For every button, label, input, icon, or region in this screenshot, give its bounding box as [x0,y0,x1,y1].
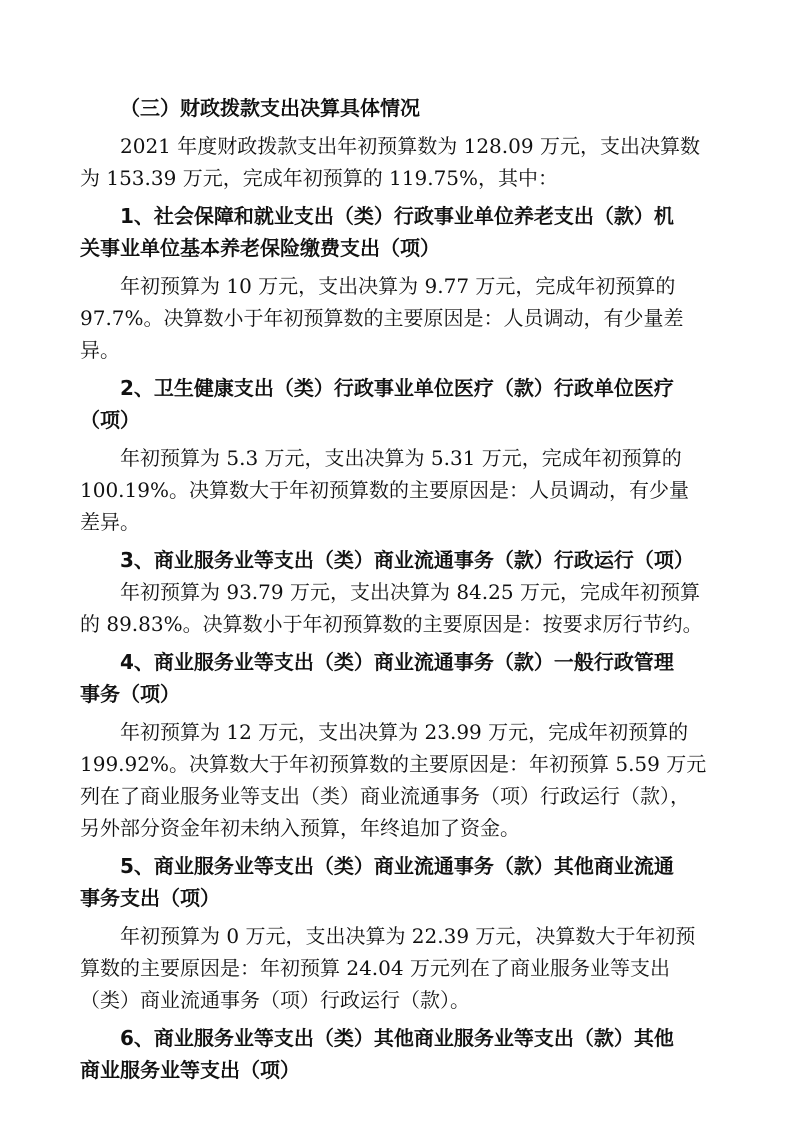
item-4-body-line-3: 列在了商业服务业等支出（类）商业流通事务（项）行政运行（款）， [80,784,690,808]
item-4-body-line-1: 年初预算为 12 万元，支出决算为 23.99 万元，完成年初预算的 [120,720,689,744]
item-6-heading-line-1: 6、商业服务业等支出（类）其他商业服务业等支出（款）其他 [120,1026,674,1050]
item-6-heading-line-2: 商业服务业等支出（项） [80,1058,300,1082]
item-3-heading-line-1: 3、商业服务业等支出（类）商业流通事务（款）行政运行（项） [120,548,694,572]
item-1-body-line-1: 年初预算为 10 万元，支出决算为 9.77 万元，完成年初预算的 [120,274,676,298]
item-5-heading-line-1: 5、商业服务业等支出（类）商业流通事务（款）其他商业流通 [120,854,674,878]
item-4-body-line-4: 另外部分资金年初未纳入预算，年终追加了资金。 [80,816,520,840]
item-2-heading-line-2: （项） [80,408,140,432]
document-page [80,92,730,1086]
item-1-heading-line-1: 1、社会保障和就业支出（类）行政事业单位养老支出（款）机 [120,204,674,228]
item-5-heading-line-2: 事务支出（项） [80,886,220,910]
item-2-body-line-3: 差异。 [80,510,140,534]
item-1-body-line-3: 异。 [80,338,120,362]
item-2-body-line-1: 年初预算为 5.3 万元，支出决算为 5.31 万元，完成年初预算的 [120,446,682,470]
item-1-body-line-2: 97.7%。决算数小于年初预算数的主要原因是：人员调动，有少量差 [80,306,684,330]
item-2-body-line-2: 100.19%。决算数大于年初预算数的主要原因是：人员调动，有少量 [80,478,689,502]
intro-line-2: 为 153.39 万元，完成年初预算的 119.75%，其中： [80,166,559,190]
item-3-body-line-1: 年初预算为 93.79 万元，支出决算为 84.25 万元，完成年初预算 [120,580,700,604]
intro-line-1: 2021 年度财政拨款支出年初预算数为 128.09 万元，支出决算数 [120,134,700,158]
item-5-body-line-2: 算数的主要原因是：年初预算 24.04 万元列在了商业服务业等支出 [80,956,670,980]
item-2-heading-line-1: 2、卫生健康支出（类）行政事业单位医疗（款）行政单位医疗 [120,376,674,400]
item-4-body-line-2: 199.92%。决算数大于年初预算数的主要原因是：年初预算 5.59 万元 [80,752,707,776]
section-title: （三）财政拨款支出决算具体情况 [120,96,420,120]
item-1-heading-line-2: 关事业单位基本养老保险缴费支出（项） [80,236,440,260]
item-3-body-line-2: 的 89.83%。决算数小于年初预算数的主要原因是：按要求厉行节约。 [80,612,703,636]
item-4-heading-line-1: 4、商业服务业等支出（类）商业流通事务（款）一般行政管理 [120,650,674,674]
item-5-body-line-3: （类）商业流通事务（项）行政运行（款）。 [80,988,470,1012]
item-4-heading-line-2: 事务（项） [80,682,180,706]
item-5-body-line-1: 年初预算为 0 万元，支出决算为 22.39 万元，决算数大于年初预 [120,924,696,948]
